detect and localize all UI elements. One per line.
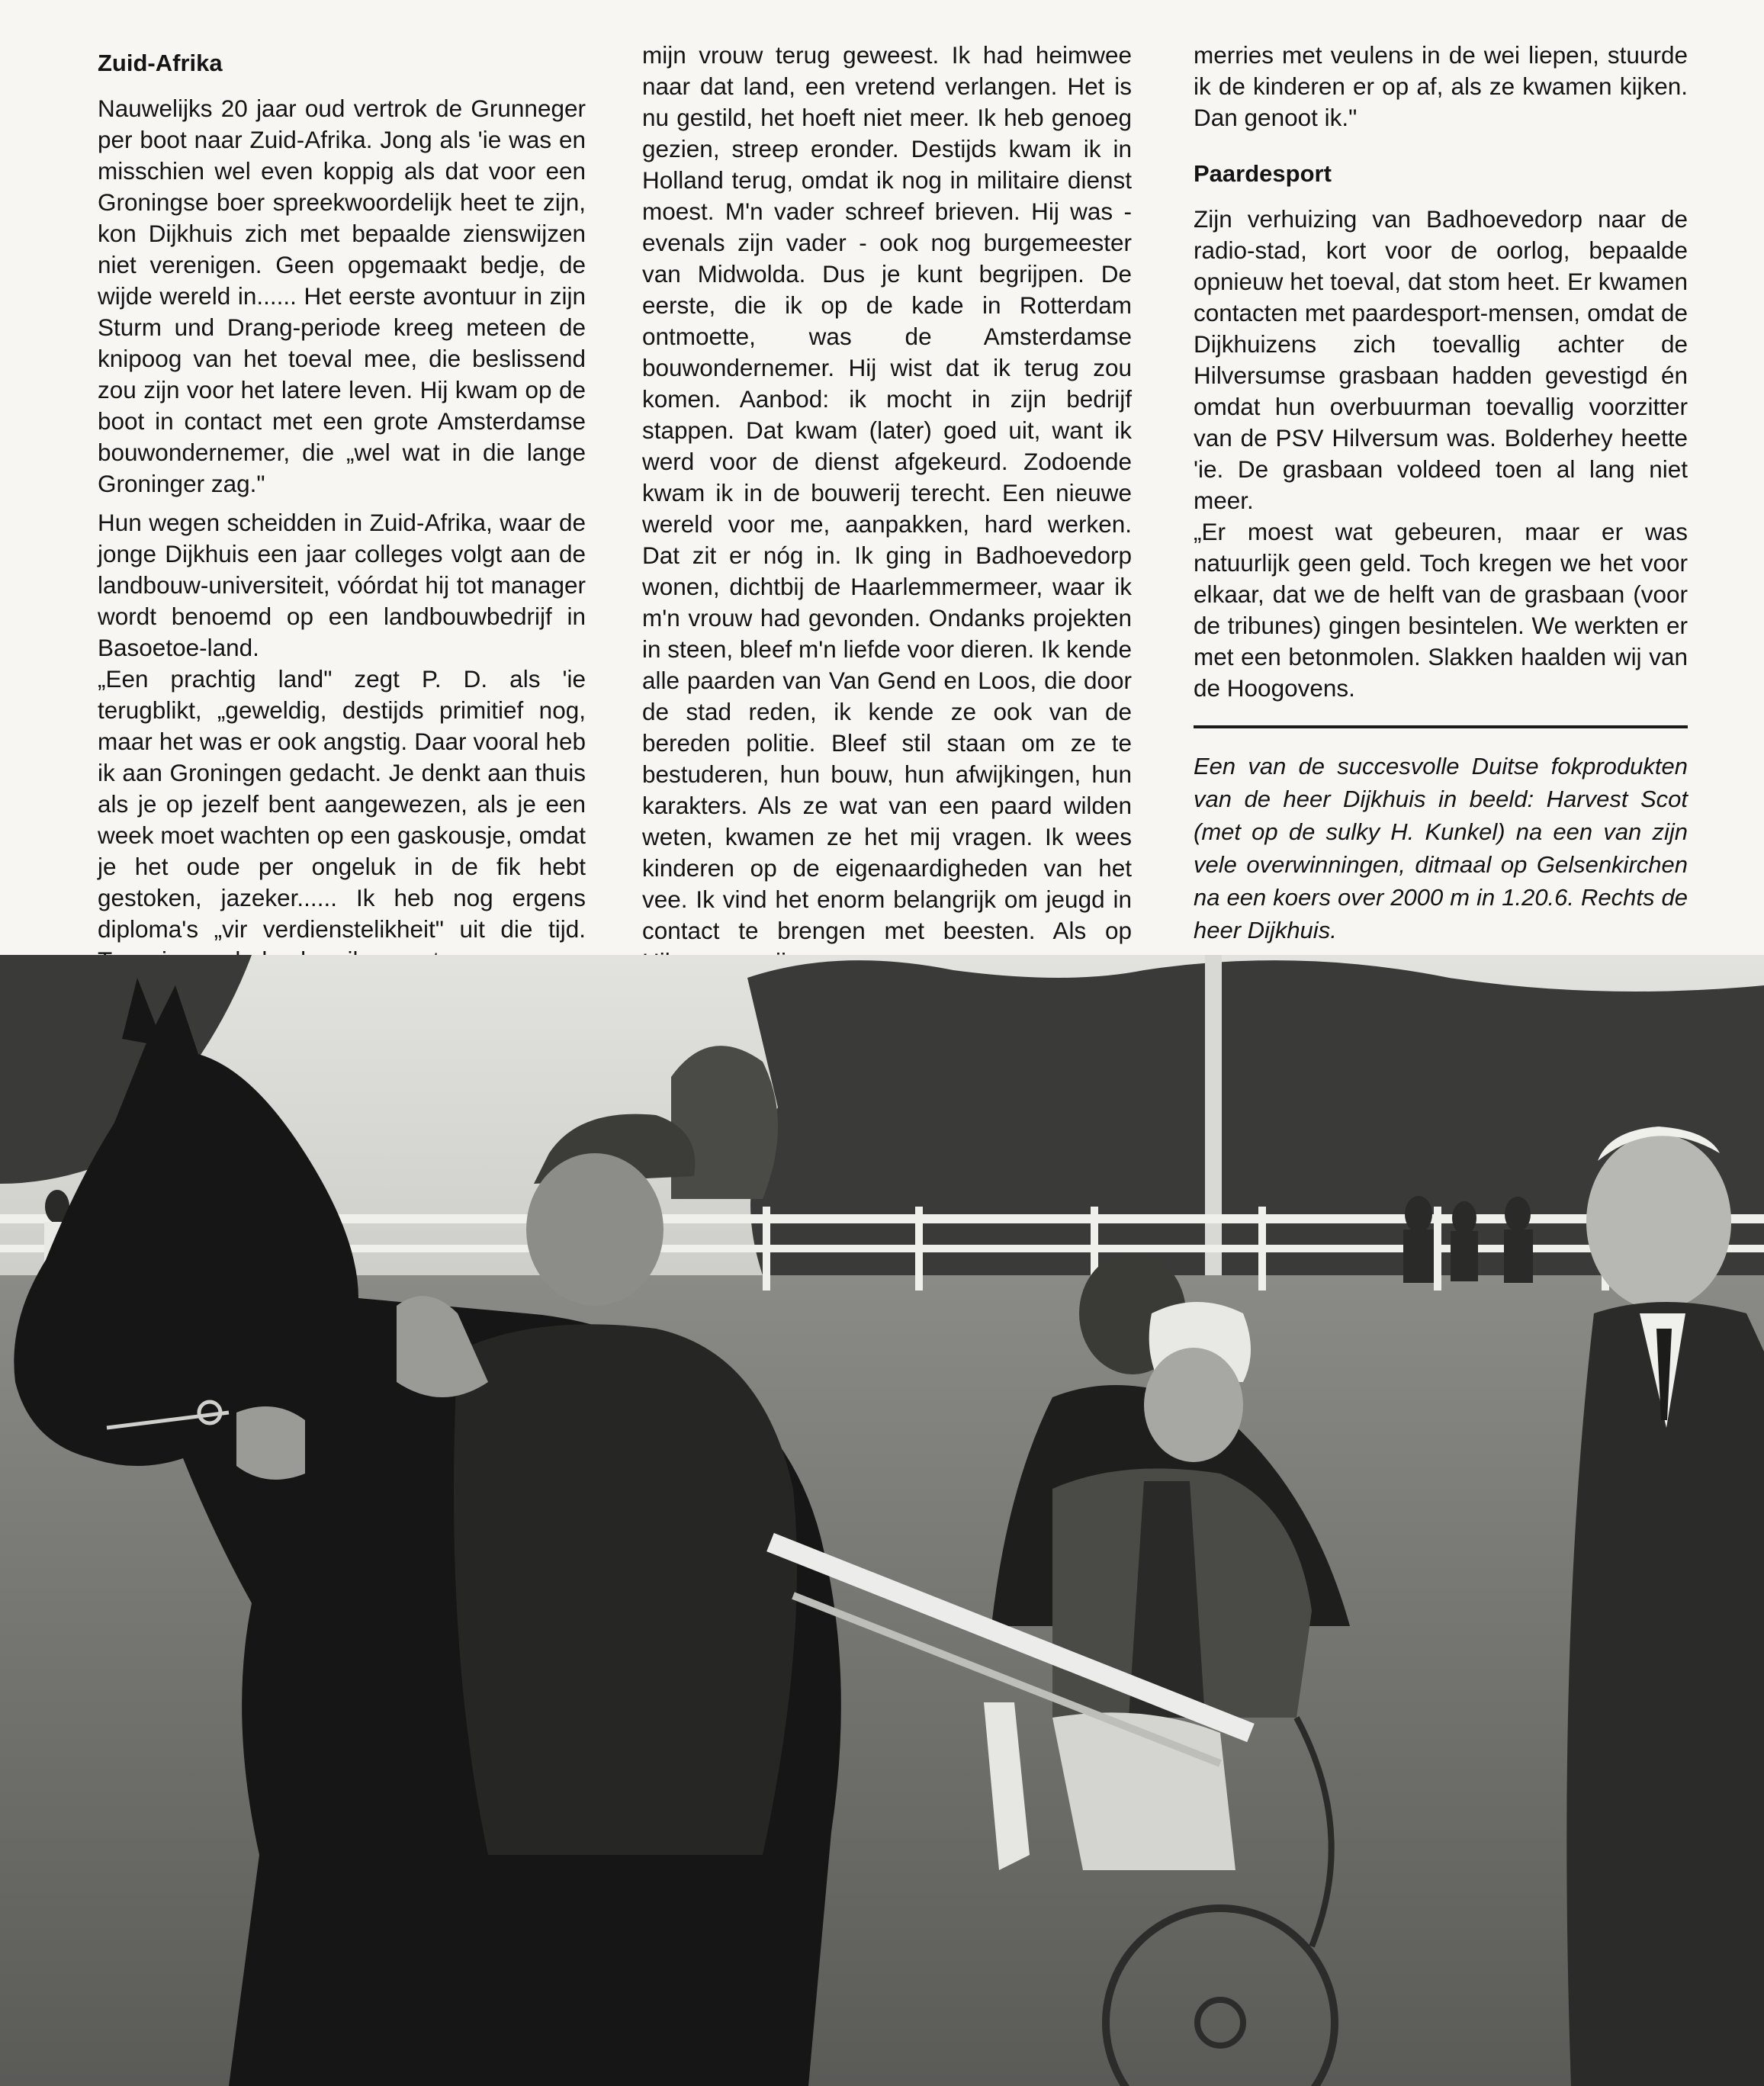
light-pole [1205,955,1222,1283]
paragraph: „Er moest wat gebeuren, maar er was natuurlijk geen geld. Toch kregen we het voor elkaar, dat we de helft van de grasbaan (voor de tribunes) gingen besintelen. We werkten er met een betonmolen. Slakken haalden wij van de Hoogovens. [1194,518,1688,702]
paragraph: Nauwelijks 20 jaar oud vertrok de Grunneger per boot naar Zuid-Afrika. Jong als 'ie was en misschien wel even koppig als dat voor een Groningse boer spreekwoordelijk heet te zijn, kon Dijkhuis zich met bepaalde zienswijzen niet verenigen. Geen opgemaakt bedje, de wijde wereld in...... Het eerste avontuur in zijn Sturm und Drang-periode kreeg meteen de knipoog van het toeval mee, die beslissend zou zijn voor het latere leven. Hij kwam op de boot in contact met een grote Amsterdamse bouwondernemer, die „wel wat in die lange Groninger zag." [98,95,586,497]
section-heading-paardesport: Paardesport [1194,160,1332,187]
paragraph: mijn vrouw terug geweest. Ik had heimwee naar dat land, een vretend verlangen. Het is nu gestild, het hoeft niet meer. Ik heb genoeg gezien, streep eronder. Destijds kwam ik in Holland terug, omdat ik nog in militaire dienst moest. M'n vader schreef brieven. Hij was - evenals zijn vader - ook nog burgemeester van Midwolda. Dus je kunt begrijpen. De eerste, die ik op de kade in Rotterdam ontmoette, was de Amsterdamse bouwondernemer. Hij wist dat ik terug zou komen. Aanbod: ik mocht in zijn bedrijf stappen. Dat kwam (later) goed uit, want ik werd voor de dienst afgekeurd. Zodoende kwam ik in de bouwerij terecht. Een nieuwe wereld voor me, aanpakken, hard werken. Dat zit er nóg in. Ik ging in Badhoevedorp wonen, dichtbij de Haarlemmermeer, waar ik m'n vrouw had gevonden. Ondanks projekten in steen, bleef m'n liefde voor dieren. Ik kende alle paarden van Van Gend en Loos, die door de stad reden, ik kende ze ook van de bereden politie. Bleef stil staan om ze te bestuderen, hun bouw, hun afwijkingen, hun karakters. Als ze wat van een paard wilden weten, kwamen ze het mij vragen. Ik wees kinderen op de eigenaardigheden van het vee. Ik vind het enorm belangrijk om jeugd in contact te brengen met beesten. Als op [642,41,1132,944]
column-2 [642,40,1132,978]
paragraph: „Een prachtig land" zegt P. D. als 'ie terugblikt, „geweldig, destijds primitief nog, maar het was er ook angstig. Daar vooral heb ik aan Groningen gedacht. Je denkt aan thuis als je op jezelf bent aangewezen, als je een week moet wachten op een gaskousje, omdat je het oude per ongeluk in de fik hebt gestoken, jazeker...... Ik heb nog ergens diploma's „vir verdienstelikheit" uit die tijd. [98,665,586,943]
column-3 [1194,40,1688,947]
column-1 [98,44,586,976]
paragraph: Zijn verhuizing van Badhoevedorp naar de radio-stad, kort voor de oorlog, bepaalde opnieuw het toeval, dat stom heet. Er kwamen contacten met paardesport-mensen, omdat de Dijkhuizens zich toevallig achter de Hilversumse grasbaan hadden gevestigd én omdat hun overbuurman toevallig voorzitter van de PSV Hilversum was. Bolderhey heette 'ie. De grasbaan voldeed toen al lang niet meer. [1194,205,1688,514]
photo-caption: Een van de succesvolle Duitse fokprodukten van de heer Dijkhuis in beeld: Harvest Scot (met op de sulky H. Kunkel) na een van zijn vele overwinningen, ditmaal op Gelsenkirchen na een koers over 2000 m in 1.20.6. Rechts de heer Dijkhuis. [1194,753,1688,943]
caption-divider [1194,725,1688,728]
paragraph: Hun wegen scheidden in Zuid-Afrika, waar de jonge Dijkhuis een jaar colleges volgt aan de landbouw-universiteit, vóórdat hij tot manager wordt benoemd op een landbouwbedrijf in Basoetoe-land. [98,509,586,661]
photo-horse-and-sulky [0,955,1764,2086]
section-heading-zuid-afrika: Zuid-Afrika [98,50,223,76]
paragraph: merries met veulens in de wei liepen, stuurde ik de kinderen er op af, als ze kwamen kijken. Dan genoot ik." [1194,41,1688,131]
